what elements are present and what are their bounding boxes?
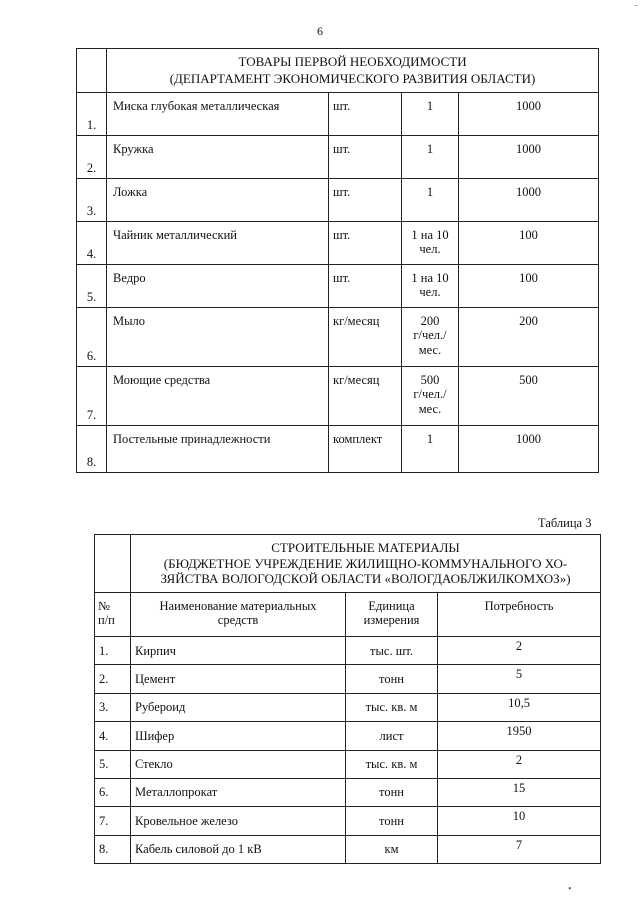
item-unit: шт. xyxy=(329,222,402,265)
material-need: 10,5 xyxy=(438,693,601,721)
material-name: Рубероид xyxy=(131,693,346,721)
col-header-name-line: Наименование материальных xyxy=(159,599,317,613)
item-need: 100 xyxy=(459,222,599,265)
table2-heading-line3: ЗЯЙСТВА ВОЛОГОДСКОЙ ОБЛАСТИ «ВОЛОГДАОБЛЖИЛКОМХОЗ») xyxy=(160,571,571,587)
table-row xyxy=(77,308,599,367)
col-header-name xyxy=(131,593,346,637)
material-need: 10 xyxy=(438,807,601,835)
table-row xyxy=(77,93,599,136)
col-header-need: Потребность xyxy=(438,593,601,637)
quantity-line: 200 xyxy=(420,314,440,328)
corner-mark: - xyxy=(634,0,638,11)
table1-heading-line1: ТОВАРЫ ПЕРВОЙ НЕОБХОДИМОСТИ xyxy=(238,54,467,70)
item-quantity: 1 xyxy=(402,426,459,473)
table-row xyxy=(77,222,599,265)
item-need: 1000 xyxy=(459,136,599,179)
item-unit: шт. xyxy=(329,136,402,179)
item-need: 1000 xyxy=(459,179,599,222)
item-quantity: 1 xyxy=(402,136,459,179)
quantity-line: г/чел./ xyxy=(413,328,447,343)
material-unit: тонн xyxy=(346,807,438,835)
material-unit: тыс. шт. xyxy=(346,637,438,665)
item-need: 100 xyxy=(459,265,599,308)
col-header-number xyxy=(95,593,131,637)
row-number: 8. xyxy=(95,835,131,863)
row-number: 2. xyxy=(95,665,131,693)
item-unit: шт. xyxy=(329,93,402,136)
material-name: Кровельное железо xyxy=(131,807,346,835)
item-need: 500 xyxy=(459,367,599,426)
material-need: 5 xyxy=(438,665,601,693)
quantity-line: 500 xyxy=(420,373,440,387)
material-name: Стекло xyxy=(131,750,346,778)
item-unit: кг/месяц xyxy=(329,308,402,367)
row-number: 5. xyxy=(77,265,107,308)
material-unit: лист xyxy=(346,722,438,750)
item-quantity: 1 xyxy=(402,93,459,136)
item-unit: шт. xyxy=(329,265,402,308)
item-name: Постельные принадлежности xyxy=(107,426,329,473)
quantity-line: 1 на 10 xyxy=(411,271,449,285)
table-row xyxy=(77,265,599,308)
row-number: 6. xyxy=(77,308,107,367)
material-need: 2 xyxy=(438,750,601,778)
material-name: Кабель силовой до 1 кВ xyxy=(131,835,346,863)
quantity-line: мес. xyxy=(418,401,442,416)
quantity-line: 1 на 10 xyxy=(411,228,449,242)
table2-heading-line1: СТРОИТЕЛЬНЫЕ МАТЕРИАЛЫ xyxy=(271,540,460,556)
quantity-line: мес. xyxy=(418,342,442,357)
material-unit: км xyxy=(346,835,438,863)
table-row xyxy=(95,722,601,750)
table-row xyxy=(95,637,601,665)
table-row xyxy=(95,807,601,835)
material-unit: тонн xyxy=(346,778,438,806)
item-need: 1000 xyxy=(459,93,599,136)
table-row xyxy=(95,750,601,778)
item-name: Моющие средства xyxy=(107,367,329,426)
col-header-name-line: средств xyxy=(217,613,259,628)
material-need: 2 xyxy=(438,637,601,665)
row-number: 7. xyxy=(77,367,107,426)
material-unit: тыс. кв. м xyxy=(346,693,438,721)
item-name: Ведро xyxy=(107,265,329,308)
row-number: 7. xyxy=(95,807,131,835)
row-number: 6. xyxy=(95,778,131,806)
row-number: 1. xyxy=(77,93,107,136)
item-name: Ложка xyxy=(107,179,329,222)
table-row xyxy=(77,179,599,222)
page-number: 6 xyxy=(317,24,323,38)
col-header-unit-line: Единица xyxy=(368,599,415,613)
table1-heading-blank xyxy=(77,49,107,93)
item-need: 1000 xyxy=(459,426,599,473)
table-row xyxy=(77,367,599,426)
col-header-unit xyxy=(346,593,438,637)
table1-heading xyxy=(107,49,599,93)
item-need: 200 xyxy=(459,308,599,367)
material-unit: тыс. кв. м xyxy=(346,750,438,778)
table-row xyxy=(95,778,601,806)
item-name: Чайник металлический xyxy=(107,222,329,265)
column-header-row xyxy=(95,593,601,637)
bottom-mark: • xyxy=(568,884,572,895)
item-unit: кг/месяц xyxy=(329,367,402,426)
row-number: 8. xyxy=(77,426,107,473)
table-essential-goods xyxy=(76,48,599,473)
table2-heading-blank xyxy=(95,535,131,593)
material-need: 15 xyxy=(438,778,601,806)
table2-heading xyxy=(131,535,601,593)
material-need: 7 xyxy=(438,835,601,863)
item-quantity: 1 xyxy=(402,179,459,222)
col-header-unit-line: измерения xyxy=(363,613,420,628)
quantity-line: чел. xyxy=(419,285,441,300)
row-number: 5. xyxy=(95,750,131,778)
col-header-number-line: № xyxy=(98,599,110,613)
material-need: 1950 xyxy=(438,722,601,750)
item-name: Миска глубокая металлическая xyxy=(107,93,329,136)
item-quantity xyxy=(402,222,459,265)
row-number: 3. xyxy=(95,693,131,721)
col-header-number-line: п/п xyxy=(98,613,115,628)
table-building-materials xyxy=(94,534,601,864)
material-unit: тонн xyxy=(346,665,438,693)
item-name: Кружка xyxy=(107,136,329,179)
material-name: Металлопрокат xyxy=(131,778,346,806)
item-quantity xyxy=(402,265,459,308)
quantity-line: чел. xyxy=(419,242,441,257)
item-quantity xyxy=(402,308,459,367)
table-row xyxy=(95,835,601,863)
row-number: 3. xyxy=(77,179,107,222)
material-name: Цемент xyxy=(131,665,346,693)
table-row xyxy=(77,426,599,473)
quantity-line: г/чел./ xyxy=(413,387,447,402)
table2-heading-line2: (БЮДЖЕТНОЕ УЧРЕЖДЕНИЕ ЖИЛИЩНО-КОММУНАЛЬНОГО ХО- xyxy=(163,555,568,571)
item-unit: шт. xyxy=(329,179,402,222)
row-number: 1. xyxy=(95,637,131,665)
item-quantity xyxy=(402,367,459,426)
table-label: Таблица 3 xyxy=(538,516,592,530)
material-name: Кирпич xyxy=(131,637,346,665)
table1-heading-line2: (ДЕПАРТАМЕНТ ЭКОНОМИЧЕСКОГО РАЗВИТИЯ ОБЛАСТИ) xyxy=(169,70,536,86)
item-name: Мыло xyxy=(107,308,329,367)
row-number: 4. xyxy=(95,722,131,750)
item-unit: комплект xyxy=(329,426,402,473)
table-row xyxy=(77,136,599,179)
row-number: 4. xyxy=(77,222,107,265)
material-name: Шифер xyxy=(131,722,346,750)
table-row xyxy=(95,693,601,721)
row-number: 2. xyxy=(77,136,107,179)
table-row xyxy=(95,665,601,693)
